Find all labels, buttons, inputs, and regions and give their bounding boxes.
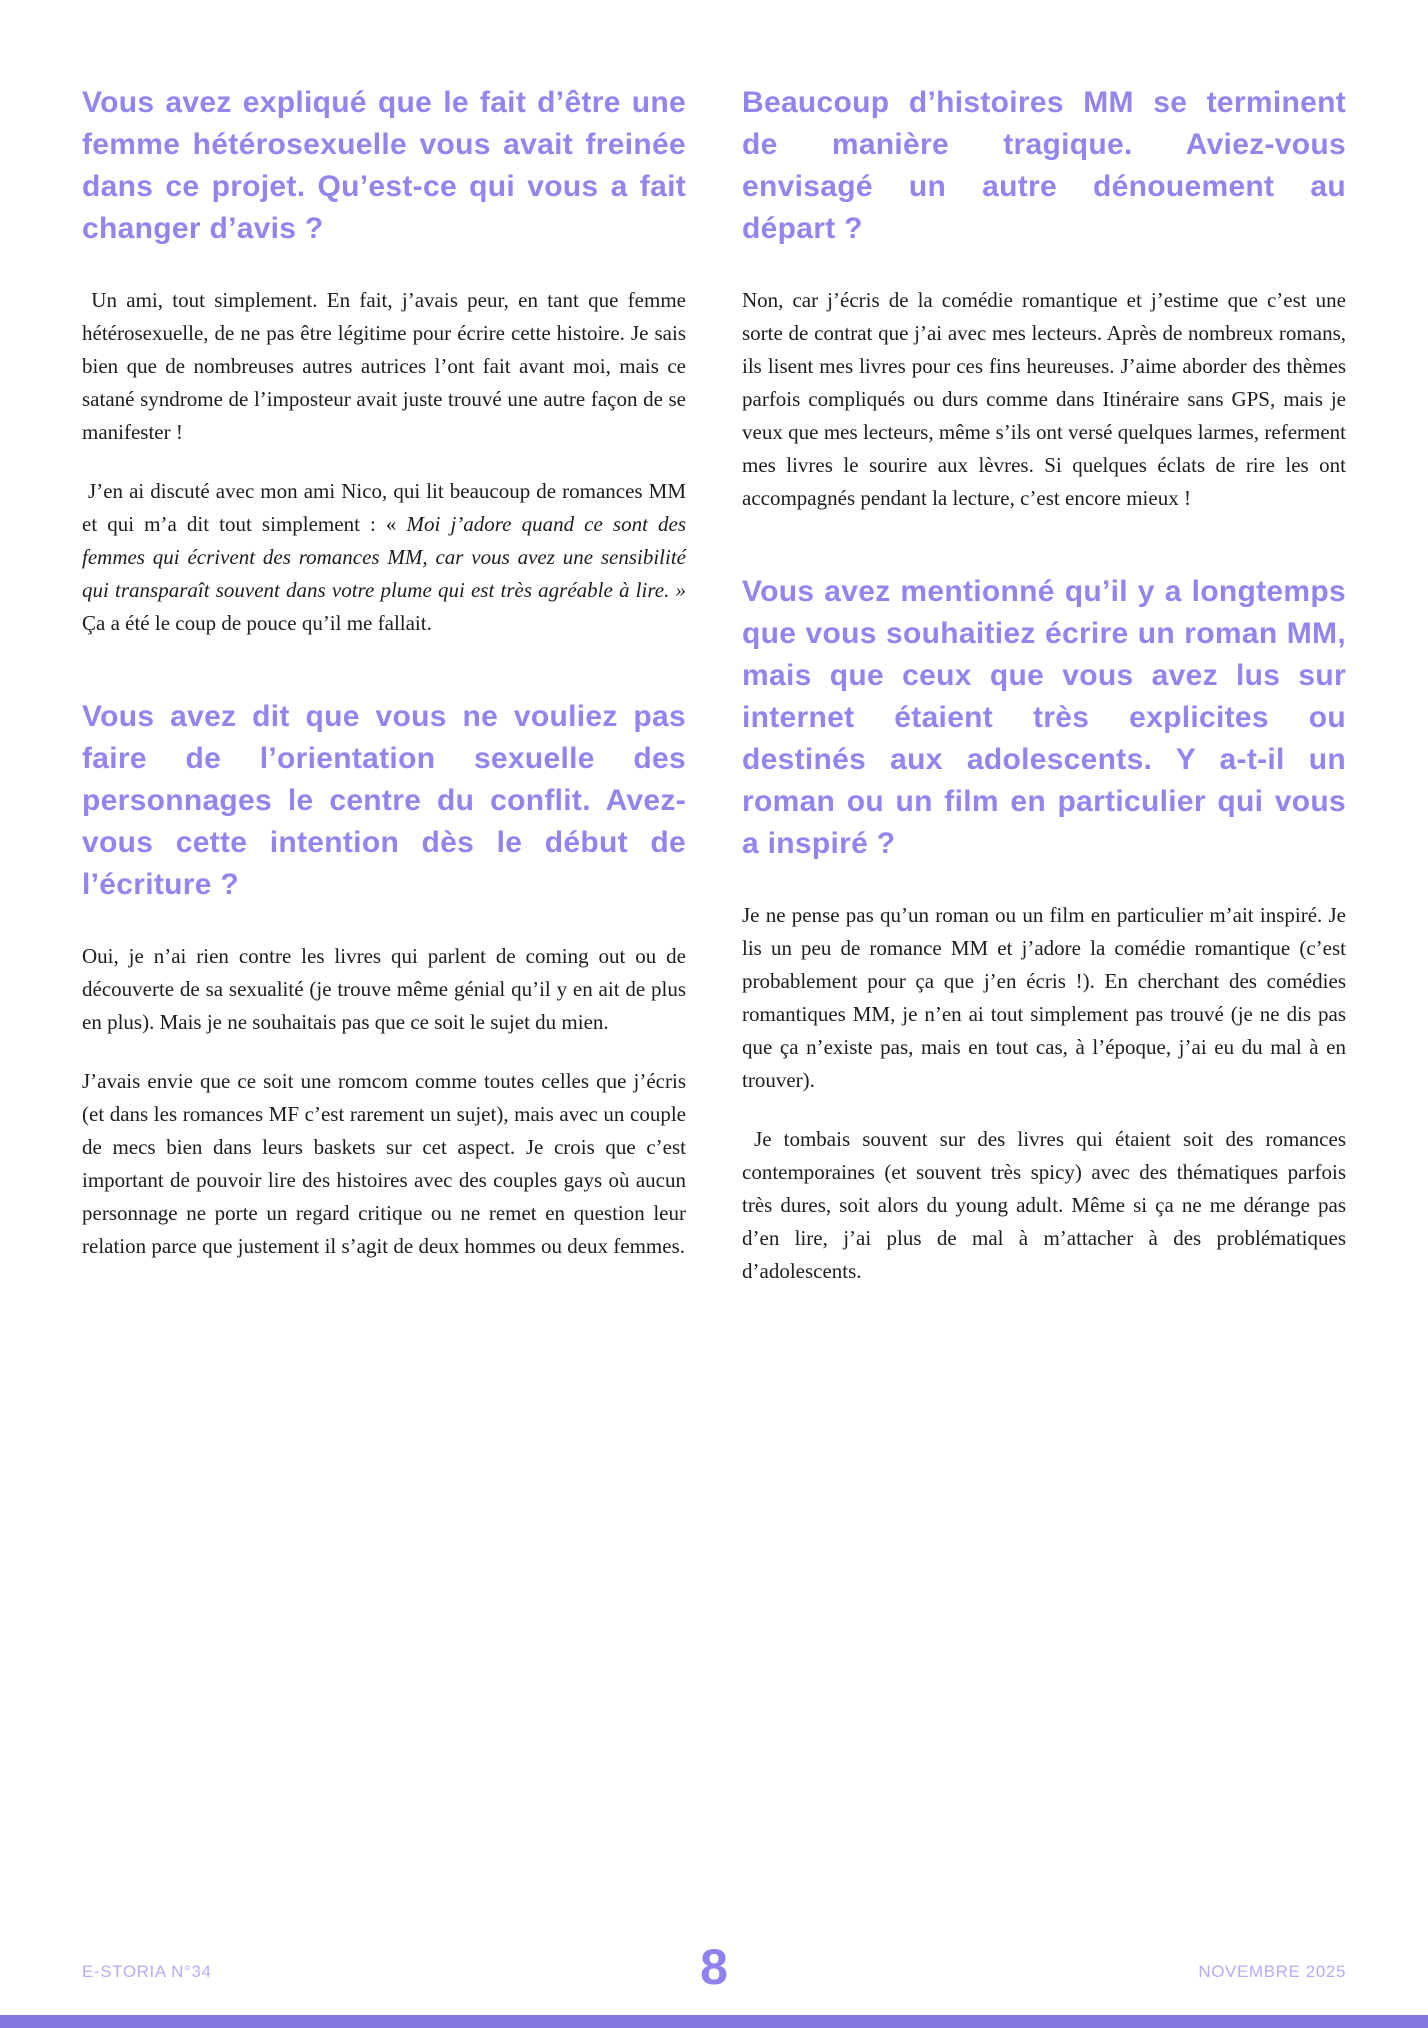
interview-question-2: Vous avez dit que vous ne vouliez pas faire de l’orientation sexuelle des personnages le centre du conflit. Avez-vous cette intention dès le début de l’écriture ? <box>82 700 686 901</box>
interview-answer-2b: J’avais envie que ce soit une romcom comme toutes celles que j’écris (et dans les romances MF c’est rarement un sujet), mais avec un couple de mecs bien dans leurs baskets sur cet aspect. Je crois que c’est important de pouvoir lire des histoires avec des couples gays où aucun personnage ne porte un regard critique ou ne remet en question leur relation parce que justement il s’agit de deux hommes ou deux femmes. <box>82 1069 686 1258</box>
footer-issue-label: E-STORIA N°34 <box>82 1962 212 1981</box>
answer-text-post: Ça a été le coup de pouce qu’il me fallait. <box>82 611 432 635</box>
interview-answer-4a: Je ne pense pas qu’un roman ou un film en particulier m’ait inspiré. Je lis un peu de romance MM et j’adore la comédie romantique (c’est probablement pour ça que j’en écris !). En cherchant des comédies romantiques MM, je n’en ai tout simplement pas trouvé (je ne dis pas que ça n’existe pas, mais en tout cas, à l’époque, j’ai eu du mal à en trouver). <box>742 903 1346 1092</box>
quoted-speech: Moi j’adore quand ce sont des femmes qui écrivent des romances MM, car vous avez une sensibilité qui transparaît souvent dans votre plume qui est très agréable à lire. » <box>82 512 686 602</box>
left-column <box>82 82 686 1314</box>
right-column <box>742 82 1346 1314</box>
interview-answer-1b <box>82 475 686 640</box>
interview-answer-3: Non, car j’écris de la comédie romantique et j’estime que c’est une sorte de contrat que j’ai avec mes lecteurs. Après de nombreux romans, ils lisent mes livres pour ces fins heureuses. J’aime aborder des thèmes parfois compliqués ou durs comme dans Itinéraire sans GPS, mais je veux que mes lecteurs, même s’ils ont versé quelques larmes, referment mes livres le sourire aux lèvres. Si quelques éclats de rire les ont accompagnés pendant la lecture, c’est encore mieux ! <box>742 288 1346 510</box>
page-number: 8 <box>700 1939 728 1995</box>
interview-answer-1a: Un ami, tout simplement. En fait, j’avais peur, en tant que femme hétérosexuelle, de ne pas être légitime pour écrire cette histoire. Je sais bien que de nombreuses autres autrices l’ont fait avant moi, mais ce satané syndrome de l’imposteur avait juste trouvé une autre façon de se manifester ! <box>82 288 686 444</box>
answer-text-pre: J’en ai discuté avec mon ami Nico, qui lit beaucoup de romances MM et qui m’a dit tout simplement : « <box>82 479 686 536</box>
footer-accent-bar <box>0 2015 1428 2028</box>
footer-date-label: NOVEMBRE 2025 <box>1198 1962 1346 1981</box>
interview-question-1: Vous avez expliqué que le fait d’être une femme hétérosexuelle vous avait freinée dans ce projet. Qu’est-ce qui vous a fait changer d’avis ? <box>82 86 686 245</box>
interview-answer-2a: Oui, je n’ai rien contre les livres qui parlent de coming out ou de découverte de sa sexualité (je trouve même génial qu’il y en ait de plus en plus). Mais je ne souhaitais pas que ce soit le sujet du mien. <box>82 944 686 1034</box>
interview-question-3: Beaucoup d’histoires MM se terminent de manière tragique. Aviez-vous envisagé un autre dénouement au départ ? <box>742 86 1346 245</box>
interview-question-4: Vous avez mentionné qu’il y a longtemps que vous souhaitiez écrire un roman MM, mais que ceux que vous avez lus sur internet étaient très explicites ou destinés aux adolescents. Y a-t-il un roman ou un film en particulier qui vous a inspiré ? <box>742 575 1346 860</box>
interview-answer-4b: Je tombais souvent sur des livres qui étaient soit des romances contemporaines (et souvent très spicy) avec des thématiques parfois très dures, soit alors du young adult. Même si ça ne me dérange pas d’en lire, j’ai plus de mal à m’attacher à des problématiques d’adolescents. <box>742 1127 1346 1283</box>
